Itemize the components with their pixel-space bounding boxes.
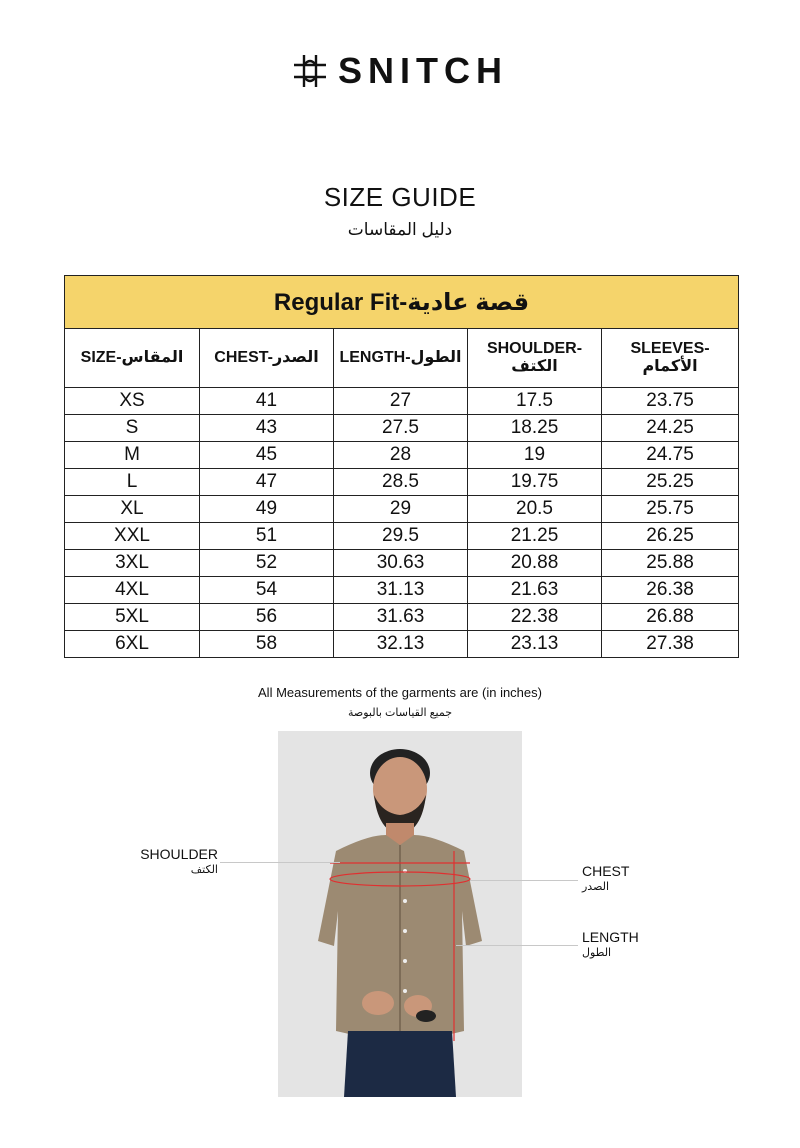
brand-logo: [0, 50, 800, 92]
table-cell: L: [65, 469, 200, 496]
table-cell: 22.38: [468, 604, 602, 631]
page-title-arabic: دليل المقاسات: [347, 220, 453, 239]
size-table: [64, 275, 739, 658]
model-photo: [278, 731, 522, 1097]
table-cell: 23.13: [468, 631, 602, 658]
table-cell: 21.25: [468, 523, 602, 550]
table-cell: 49: [200, 496, 334, 523]
table-cell: 27.5: [334, 415, 468, 442]
table-cell: 18.25: [468, 415, 602, 442]
table-row: [65, 442, 739, 469]
fit-header: Regular Fit-قصة عادية: [65, 276, 739, 329]
table-cell: XXL: [65, 523, 200, 550]
table-cell: 25.88: [602, 550, 739, 577]
page-title: SIZE GUIDE: [323, 182, 477, 212]
table-cell: 19.75: [468, 469, 602, 496]
table-cell: 23.75: [602, 388, 739, 415]
table-cell: 58: [200, 631, 334, 658]
table-cell: 24.25: [602, 415, 739, 442]
shoulder-label-ar: الكتف: [190, 864, 218, 876]
brand-name: SNITCH: [338, 50, 508, 91]
table-row: [65, 415, 739, 442]
size-header: [65, 329, 200, 388]
table-cell: 43: [200, 415, 334, 442]
measurement-note-arabic: جميع القياسات بالبوصة: [347, 707, 453, 719]
shoulder-label-en: SHOULDER: [140, 846, 218, 862]
table-row: [65, 577, 739, 604]
table-cell: XS: [65, 388, 200, 415]
table-cell: 29: [334, 496, 468, 523]
table-cell: 20.5: [468, 496, 602, 523]
table-row: [65, 496, 739, 523]
table-cell: 3XL: [65, 550, 200, 577]
chest-header-line1: CHEST-الصدر: [214, 349, 319, 366]
sleeves-header: [602, 329, 739, 388]
table-cell: 41: [200, 388, 334, 415]
length-header-line1: LENGTH-الطول: [339, 349, 462, 366]
table-cell: 31.13: [334, 577, 468, 604]
table-cell: 56: [200, 604, 334, 631]
table-cell: 4XL: [65, 577, 200, 604]
length-header: [334, 329, 468, 388]
table-cell: 27.38: [602, 631, 739, 658]
sleeves-header-line2: الأكمام: [642, 358, 698, 375]
table-cell: 51: [200, 523, 334, 550]
chest-label-en: CHEST: [582, 863, 630, 879]
table-cell: S: [65, 415, 200, 442]
table-cell: 26.88: [602, 604, 739, 631]
table-row: [65, 469, 739, 496]
table-cell: 52: [200, 550, 334, 577]
table-cell: 47: [200, 469, 334, 496]
shoulder-header-line1: SHOULDER-: [486, 340, 583, 357]
table-cell: 20.88: [468, 550, 602, 577]
table-cell: 19: [468, 442, 602, 469]
table-cell: 29.5: [334, 523, 468, 550]
table-cell: 25.25: [602, 469, 739, 496]
table-cell: 21.63: [468, 577, 602, 604]
length-label-ar: الطول: [582, 947, 612, 959]
table-cell: 31.63: [334, 604, 468, 631]
length-label-en: LENGTH: [582, 929, 639, 945]
shoulder-header-line2: الكتف: [511, 358, 558, 375]
table-cell: 54: [200, 577, 334, 604]
shoulder-label: [118, 846, 218, 878]
sleeves-header-line1: SLEEVES-: [630, 340, 710, 357]
chest-label-ar: الصدر: [582, 881, 610, 893]
table-cell: 45: [200, 442, 334, 469]
table-cell: 32.13: [334, 631, 468, 658]
shoulder-header: [468, 329, 602, 388]
table-cell: 30.63: [334, 550, 468, 577]
snitch-logo-icon: [292, 53, 328, 89]
table-row: [65, 388, 739, 415]
table-cell: M: [65, 442, 200, 469]
table-cell: 26.38: [602, 577, 739, 604]
table-row: [65, 604, 739, 631]
table-cell: 28.5: [334, 469, 468, 496]
table-cell: 5XL: [65, 604, 200, 631]
chest-label: [582, 863, 702, 895]
length-label: [582, 929, 702, 961]
table-row: [65, 550, 739, 577]
table-row: [65, 631, 739, 658]
table-cell: 26.25: [602, 523, 739, 550]
chest-header: [200, 329, 334, 388]
table-cell: 25.75: [602, 496, 739, 523]
table-cell: 27: [334, 388, 468, 415]
table-cell: 24.75: [602, 442, 739, 469]
table-cell: 6XL: [65, 631, 200, 658]
table-cell: 17.5: [468, 388, 602, 415]
table-cell: 28: [334, 442, 468, 469]
model-illustration: [278, 731, 522, 1097]
table-row: [65, 523, 739, 550]
table-cell: XL: [65, 496, 200, 523]
size-header-line1: SIZE-المقاس: [80, 349, 184, 366]
measurement-note: All Measurements of the garments are (in inches): [258, 685, 542, 700]
